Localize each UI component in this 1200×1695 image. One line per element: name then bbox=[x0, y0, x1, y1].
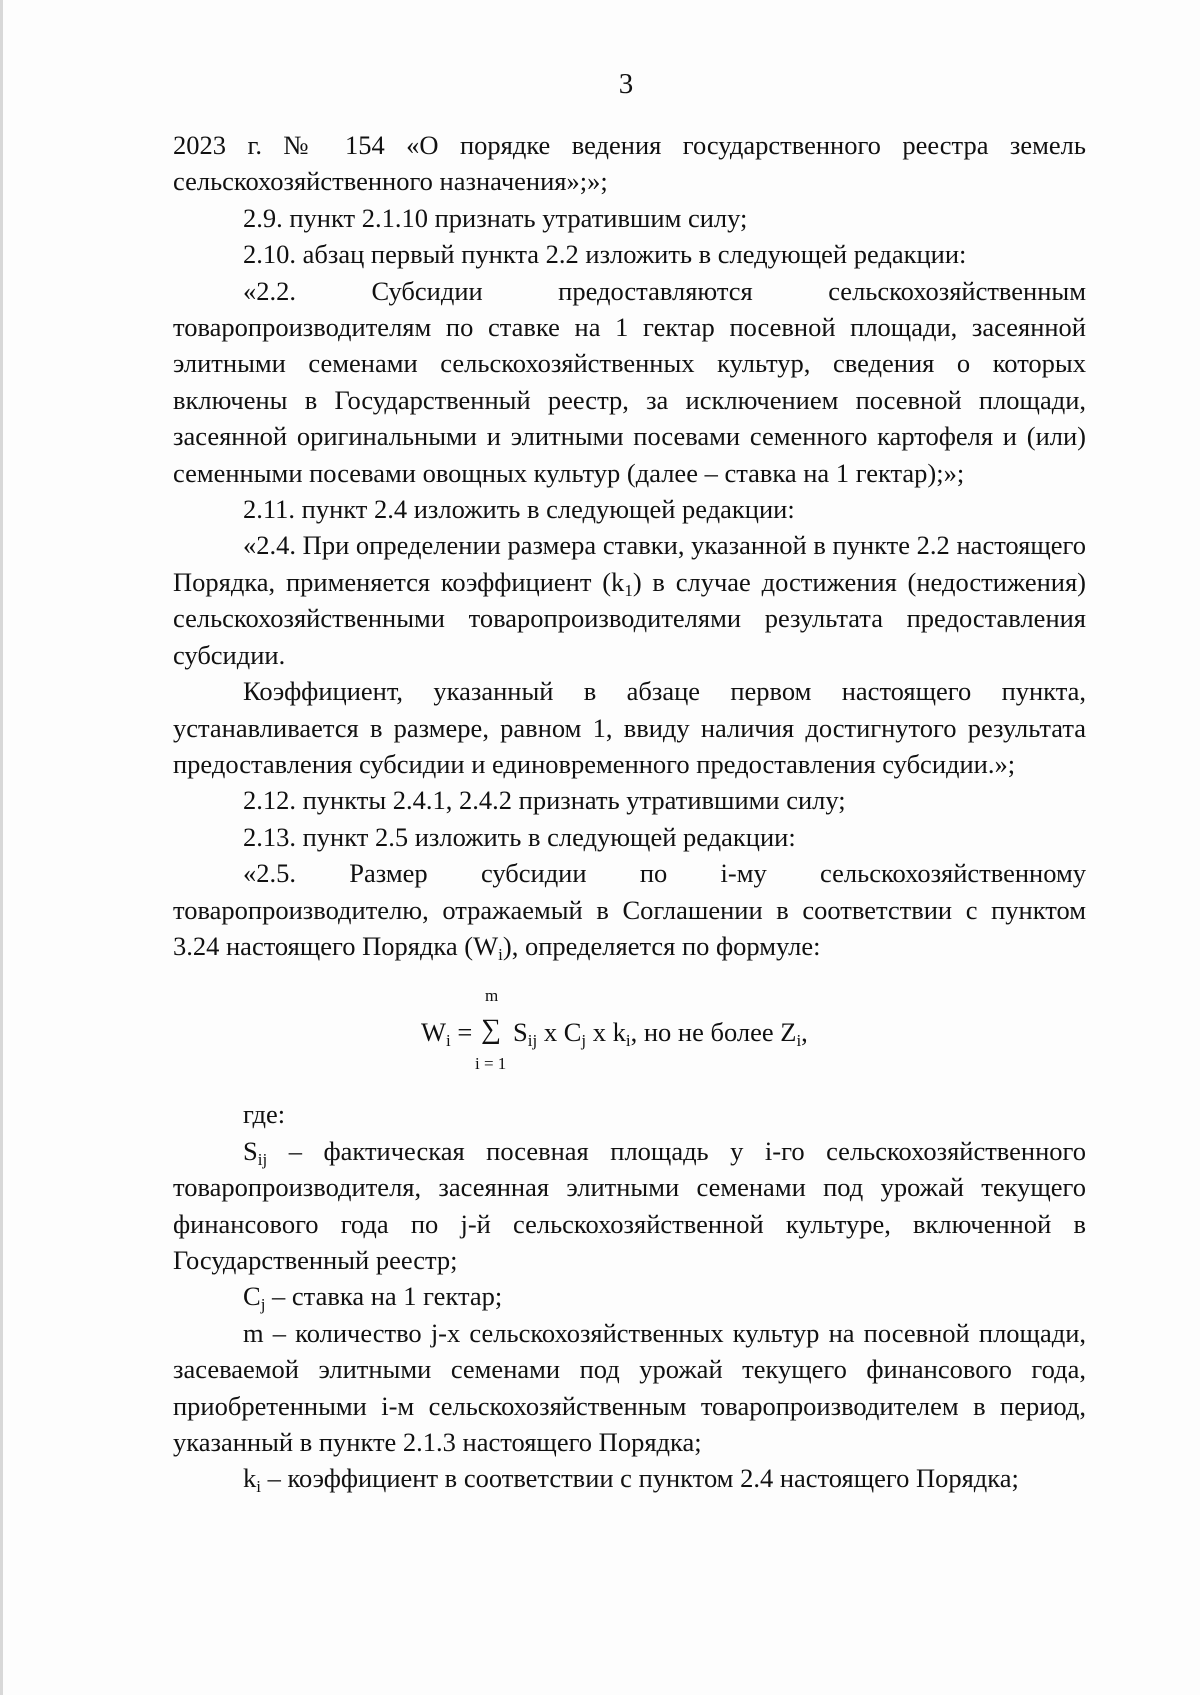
formula-equals: = bbox=[450, 1017, 473, 1048]
definition-ki bbox=[173, 1460, 1086, 1496]
definition-symbol: S bbox=[243, 1135, 258, 1166]
text-segment: «2.5. Размер субсидии по i-му сельскохозяйственному товаропроизводителю, отражаемый в Соглашении в соответствии с пунктом 3.24 настоящего Порядка (W bbox=[173, 858, 1086, 961]
sum-upper-limit: m bbox=[485, 986, 499, 1006]
formula-term: , но не более Z bbox=[630, 1017, 797, 1048]
spacer bbox=[173, 1076, 1086, 1096]
subscript: ij bbox=[527, 1031, 538, 1051]
text-segment: ) в случае достижения (недостижения) сельскохозяйственными товаропроизводителями результата предоставления субсидии. bbox=[173, 566, 1086, 670]
page-number: 3 bbox=[618, 68, 634, 100]
subscript: i bbox=[446, 1031, 451, 1051]
subscript: i bbox=[625, 1031, 631, 1051]
paragraph-2-9: 2.9. пункт 2.1.10 признать утратившим силу; bbox=[243, 202, 748, 233]
formula-term: x k bbox=[586, 1017, 626, 1048]
paragraph-coefficient: Коэффициент, указанный в абзаце первом настоящего пункта, устанавливается в размере, равном 1, ввиду наличия достигнутого результата предоставления субсидии и единовременного предоставления субсидии.»; bbox=[173, 676, 1086, 779]
definition-text: – фактическая посевная площадь у i-го сельскохозяйственного товаропроизводителя, засеянная элитными семенами под урожай текущего финансового года по j-й сельскохозяйственной культуре, включенной в Государственный реестр; bbox=[173, 1135, 1086, 1275]
formula-term: , bbox=[801, 1017, 808, 1048]
definition-text: – ставка на 1 гектар; bbox=[265, 1281, 503, 1312]
subscript: j bbox=[581, 1031, 587, 1051]
text-segment: ), определяется по формуле: bbox=[502, 930, 821, 961]
subscript: i bbox=[256, 1477, 261, 1497]
paragraph-2-2-quote: «2.2. Субсидии предоставляются сельскохозяйственным товаропроизводителям по ставке на 1 гектар посевной площади, засеянной элитными семенами сельскохозяйственных культур, сведения о которых включены в Государственный реестр, за исключением посевной площади, засеянной оригинальными и элитными посевами семенного картофеля и (или) семенными посевами овощных культур (далее – ставка на 1 гектар);»; bbox=[173, 275, 1086, 488]
scan-edge bbox=[0, 0, 3, 1695]
sum-lower-limit: i = 1 bbox=[475, 1054, 507, 1074]
formula-lhs bbox=[421, 1014, 472, 1050]
definition-cj bbox=[173, 1278, 1086, 1314]
document-body bbox=[173, 127, 1086, 1497]
subscript: i bbox=[796, 1031, 802, 1051]
formula-term: S bbox=[513, 1017, 528, 1048]
definition-text: – коэффициент в соответствии с пунктом 2.4 настоящего Порядка; bbox=[260, 1463, 1019, 1494]
definition-sij bbox=[173, 1133, 1086, 1279]
paragraph-gde: где: bbox=[243, 1099, 286, 1130]
paragraph-2-12: 2.12. пункты 2.4.1, 2.4.2 признать утратившими силу; bbox=[243, 785, 846, 816]
formula-term: x C bbox=[537, 1017, 582, 1048]
subscript: 1 bbox=[624, 580, 633, 600]
paragraph-2-4-quote bbox=[173, 527, 1086, 673]
paragraph-2-5-quote bbox=[173, 855, 1086, 964]
subscript: ij bbox=[257, 1149, 268, 1169]
paragraph-2-13: 2.13. пункт 2.5 изложить в следующей редакции: bbox=[243, 821, 796, 852]
definition-symbol: k bbox=[243, 1463, 257, 1494]
paragraph-2-11: 2.11. пункт 2.4 изложить в следующей редакции: bbox=[243, 494, 795, 525]
subscript: i bbox=[498, 944, 503, 964]
formula-symbol: W bbox=[421, 1017, 447, 1048]
formula-rhs bbox=[513, 1014, 808, 1050]
sum-symbol: ∑ bbox=[481, 1014, 501, 1046]
definition-m: m – количество j-х сельскохозяйственных культур на посевной площади, засеваемой элитными семенами под урожай текущего финансового года, приобретенными i-м сельскохозяйственным товаропроизводителем в период, указанный в пункте 2.1.3 настоящего Порядка; bbox=[173, 1317, 1086, 1457]
text-segment: «2.4. При определении размера ставки, указанной в пункте 2.2 настоящего Порядка, применяется коэффициент (k bbox=[173, 530, 1086, 597]
subsidy-formula bbox=[173, 976, 1086, 1076]
paragraph-continuation: 2023 г. № 154 «О порядке ведения государственного реестра земель сельскохозяйственного назначения»;»; bbox=[173, 130, 1086, 197]
definition-symbol: C bbox=[243, 1281, 261, 1312]
subscript: j bbox=[260, 1295, 266, 1315]
paragraph-2-10: 2.10. абзац первый пункта 2.2 изложить в следующей редакции: bbox=[243, 239, 967, 270]
